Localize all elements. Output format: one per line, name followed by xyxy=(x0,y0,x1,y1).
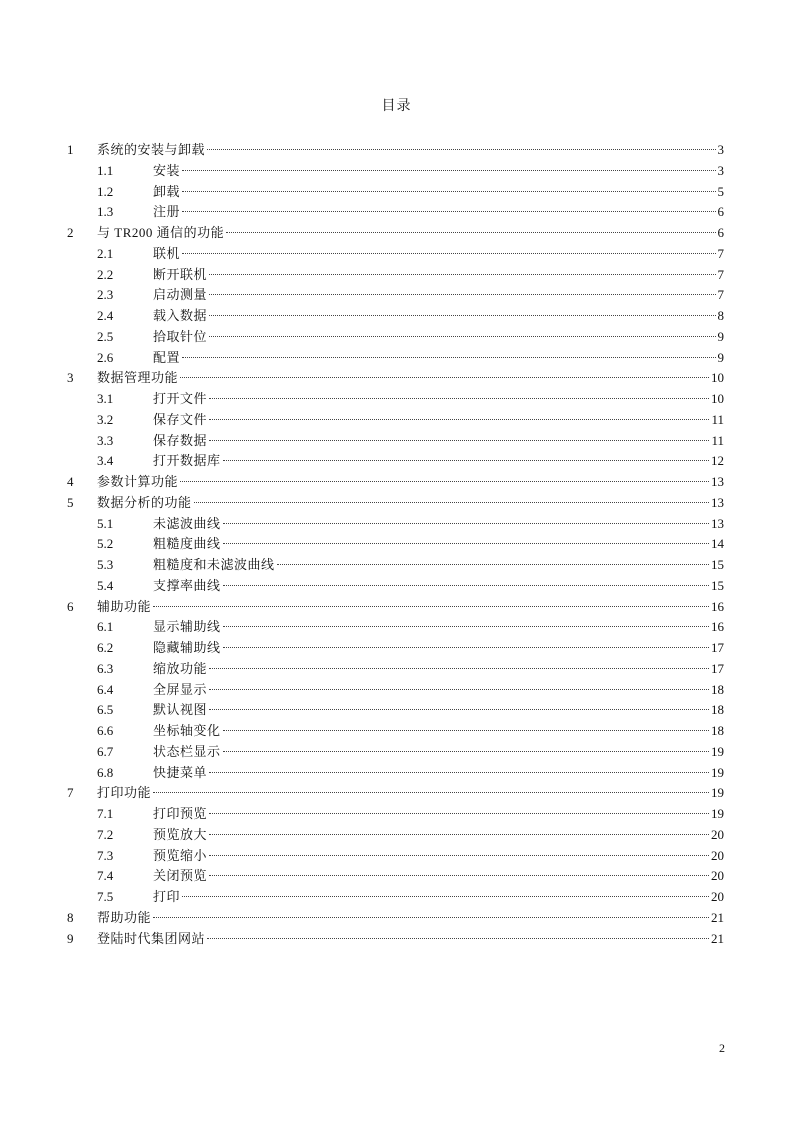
toc-dot-leader xyxy=(277,564,709,565)
toc-entry-page: 3 xyxy=(717,142,724,157)
toc-dot-leader xyxy=(209,709,709,710)
toc-entry-page: 19 xyxy=(711,806,724,821)
toc-section-entry[interactable] xyxy=(67,866,724,887)
toc-entry-number: 7.1 xyxy=(97,806,114,821)
toc-section-entry[interactable] xyxy=(67,721,724,742)
toc-entry-number: 1 xyxy=(67,142,74,157)
toc-entry-page: 19 xyxy=(711,785,724,801)
toc-entry-page: 21 xyxy=(711,930,724,946)
toc-entry-number: 1.1 xyxy=(97,162,114,178)
toc-section-entry[interactable] xyxy=(67,846,724,867)
toc-dot-leader xyxy=(207,938,709,939)
toc-entry-label: 与 TR200 通信的功能 xyxy=(97,225,225,240)
toc-entry-label: 数据分析的功能 xyxy=(97,494,192,510)
toc-entry-number: 1.3 xyxy=(97,204,114,220)
toc-chapter-entry[interactable] xyxy=(67,472,724,493)
toc-section-entry[interactable] xyxy=(67,825,724,846)
toc-entry-label: 打开文件 xyxy=(153,391,208,406)
toc-entry-label: 未滤波曲线 xyxy=(153,515,221,531)
toc-entry-number: 6.4 xyxy=(97,681,114,697)
toc-entry-number: 6.1 xyxy=(97,619,114,635)
toc-dot-leader xyxy=(223,626,709,627)
toc-dot-leader xyxy=(209,668,709,669)
toc-chapter-entry[interactable] xyxy=(67,929,724,950)
toc-entry-page: 11 xyxy=(711,411,724,427)
toc-dot-leader xyxy=(209,813,709,814)
toc-entry-label: 全屏显示 xyxy=(153,681,208,697)
toc-entry-page: 6 xyxy=(717,225,724,240)
toc-dot-leader xyxy=(182,253,715,254)
page-number: 2 xyxy=(719,1041,725,1055)
toc-section-entry[interactable] xyxy=(67,617,724,638)
toc-dot-leader xyxy=(209,398,709,399)
toc-dot-leader xyxy=(226,232,715,233)
toc-entry-page: 3 xyxy=(717,162,724,178)
toc-entry-page: 20 xyxy=(711,826,724,842)
toc-entry-page: 17 xyxy=(711,640,724,655)
toc-entry-label: 帮助功能 xyxy=(97,909,152,925)
toc-entry-label: 显示辅助线 xyxy=(153,619,221,635)
toc-entry-page: 16 xyxy=(711,619,724,635)
toc-entry-number: 2.3 xyxy=(97,287,114,303)
toc-entry-label: 打印预览 xyxy=(153,806,208,821)
toc-section-entry[interactable] xyxy=(67,534,724,555)
table-of-contents xyxy=(67,140,724,949)
toc-entry-number: 3 xyxy=(67,370,74,386)
toc-dot-leader xyxy=(182,170,715,171)
toc-entry-number: 2.2 xyxy=(97,266,114,282)
toc-entry-number: 4 xyxy=(67,474,74,489)
toc-entry-label: 预览缩小 xyxy=(153,847,208,863)
toc-section-entry[interactable] xyxy=(67,244,724,265)
toc-entry-label: 状态栏显示 xyxy=(153,743,221,759)
toc-entry-label: 保存数据 xyxy=(153,432,208,448)
toc-dot-leader xyxy=(180,377,709,378)
toc-entry-label: 登陆时代集团网站 xyxy=(97,930,206,946)
toc-section-entry[interactable] xyxy=(67,638,724,659)
toc-section-entry[interactable] xyxy=(67,742,724,763)
toc-entry-label: 支撑率曲线 xyxy=(153,577,221,593)
toc-entry-number: 5.4 xyxy=(97,577,114,593)
toc-entry-label: 粗糙度曲线 xyxy=(153,536,221,552)
toc-section-entry[interactable] xyxy=(67,763,724,784)
toc-section-entry[interactable] xyxy=(67,659,724,680)
toc-dot-leader xyxy=(209,336,715,337)
toc-entry-label: 辅助功能 xyxy=(97,598,152,614)
toc-chapter-entry[interactable] xyxy=(67,493,724,514)
toc-entry-number: 6.7 xyxy=(97,743,114,759)
toc-entry-page: 13 xyxy=(711,494,724,510)
toc-entry-number: 9 xyxy=(67,930,74,946)
toc-entry-number: 2.4 xyxy=(97,308,114,323)
toc-section-entry[interactable] xyxy=(67,804,724,825)
toc-dot-leader xyxy=(182,896,709,897)
toc-entry-label: 关闭预览 xyxy=(153,868,208,884)
toc-entry-label: 默认视图 xyxy=(153,702,208,718)
toc-entry-number: 2.5 xyxy=(97,328,114,344)
toc-entry-label: 坐标轴变化 xyxy=(153,723,221,738)
toc-dot-leader xyxy=(209,855,709,856)
toc-entry-label: 注册 xyxy=(153,204,181,220)
toc-dot-leader xyxy=(153,792,709,793)
toc-entry-number: 5.3 xyxy=(97,557,114,572)
toc-dot-leader xyxy=(207,149,715,150)
toc-dot-leader xyxy=(223,730,709,731)
toc-entry-page: 16 xyxy=(711,598,724,614)
toc-entry-page: 21 xyxy=(711,909,724,925)
toc-entry-label: 联机 xyxy=(153,245,181,261)
toc-chapter-entry[interactable] xyxy=(67,783,724,804)
toc-dot-leader xyxy=(209,440,709,441)
toc-dot-leader xyxy=(153,917,709,918)
toc-entry-page: 7 xyxy=(717,245,724,261)
toc-section-entry[interactable] xyxy=(67,410,724,431)
toc-entry-page: 9 xyxy=(717,349,724,365)
toc-dot-leader xyxy=(209,315,715,316)
toc-entry-page: 7 xyxy=(717,266,724,282)
toc-entry-number: 1.2 xyxy=(97,183,114,199)
toc-entry-page: 20 xyxy=(711,868,724,884)
toc-entry-page: 15 xyxy=(711,557,724,572)
toc-entry-page: 7 xyxy=(717,287,724,303)
toc-entry-number: 6.5 xyxy=(97,702,114,718)
toc-section-entry[interactable] xyxy=(67,327,724,348)
toc-entry-label: 载入数据 xyxy=(153,308,208,323)
toc-entry-page: 12 xyxy=(711,453,724,469)
toc-entry-label: 系统的安装与卸载 xyxy=(97,142,206,157)
toc-entry-label: 打印功能 xyxy=(97,785,152,801)
toc-section-entry[interactable] xyxy=(67,161,724,182)
toc-section-entry[interactable] xyxy=(67,202,724,223)
toc-dot-leader xyxy=(223,647,709,648)
toc-entry-number: 7.4 xyxy=(97,868,114,884)
toc-dot-leader xyxy=(182,191,715,192)
toc-entry-page: 11 xyxy=(711,432,724,448)
toc-entry-label: 打印 xyxy=(153,889,181,904)
toc-section-entry[interactable] xyxy=(67,680,724,701)
toc-entry-page: 14 xyxy=(711,536,724,552)
toc-entry-label: 参数计算功能 xyxy=(97,474,179,489)
toc-dot-leader xyxy=(223,751,709,752)
toc-entry-page: 20 xyxy=(711,847,724,863)
toc-entry-page: 19 xyxy=(711,743,724,759)
toc-entry-label: 卸载 xyxy=(153,183,181,199)
toc-entry-number: 7.3 xyxy=(97,847,114,863)
toc-entry-number: 6 xyxy=(67,598,74,614)
toc-entry-page: 13 xyxy=(711,474,724,489)
toc-entry-number: 6.6 xyxy=(97,723,114,738)
toc-dot-leader xyxy=(223,543,709,544)
toc-entry-page: 9 xyxy=(717,328,724,344)
toc-entry-label: 隐藏辅助线 xyxy=(153,640,221,655)
toc-entry-label: 快捷菜单 xyxy=(153,764,208,780)
toc-entry-page: 20 xyxy=(711,889,724,904)
toc-entry-page: 10 xyxy=(711,370,724,386)
toc-entry-number: 3.1 xyxy=(97,391,114,406)
toc-entry-label: 拾取针位 xyxy=(153,328,208,344)
toc-entry-label: 粗糙度和未滤波曲线 xyxy=(153,557,275,572)
toc-entry-number: 5 xyxy=(67,494,74,510)
toc-dot-leader xyxy=(209,294,715,295)
toc-section-entry[interactable] xyxy=(67,348,724,369)
toc-section-entry[interactable] xyxy=(67,265,724,286)
toc-dot-leader xyxy=(209,419,709,420)
toc-dot-leader xyxy=(209,834,709,835)
toc-entry-page: 6 xyxy=(717,204,724,220)
toc-section-entry[interactable] xyxy=(67,389,724,410)
toc-entry-number: 3.2 xyxy=(97,411,114,427)
toc-entry-label: 打开数据库 xyxy=(153,453,221,469)
toc-entry-page: 17 xyxy=(711,660,724,676)
toc-entry-number: 6.8 xyxy=(97,764,114,780)
toc-entry-label: 断开联机 xyxy=(153,266,208,282)
toc-entry-number: 3.3 xyxy=(97,432,114,448)
toc-section-entry[interactable] xyxy=(67,576,724,597)
toc-section-entry[interactable] xyxy=(67,451,724,472)
toc-section-entry[interactable] xyxy=(67,431,724,452)
toc-section-entry[interactable] xyxy=(67,555,724,576)
toc-entry-page: 13 xyxy=(711,515,724,531)
toc-chapter-entry[interactable] xyxy=(67,223,724,244)
toc-entry-number: 5.2 xyxy=(97,536,114,552)
toc-dot-leader xyxy=(194,502,709,503)
toc-entry-number: 7.2 xyxy=(97,826,114,842)
toc-section-entry[interactable] xyxy=(67,887,724,908)
toc-dot-leader xyxy=(209,875,709,876)
toc-dot-leader xyxy=(209,274,715,275)
toc-entry-number: 5.1 xyxy=(97,515,114,531)
toc-dot-leader xyxy=(182,357,715,358)
toc-entry-label: 数据管理功能 xyxy=(97,370,179,386)
toc-entry-page: 5 xyxy=(717,183,724,199)
toc-dot-leader xyxy=(209,689,709,690)
toc-entry-page: 10 xyxy=(711,391,724,406)
toc-section-entry[interactable] xyxy=(67,182,724,203)
toc-entry-number: 8 xyxy=(67,909,74,925)
toc-dot-leader xyxy=(153,606,709,607)
toc-dot-leader xyxy=(223,585,709,586)
toc-dot-leader xyxy=(209,772,709,773)
toc-entry-page: 8 xyxy=(717,308,724,323)
toc-entry-number: 6.3 xyxy=(97,660,114,676)
toc-entry-label: 保存文件 xyxy=(153,411,208,427)
toc-entry-number: 2 xyxy=(67,225,74,240)
toc-chapter-entry[interactable] xyxy=(67,140,724,161)
toc-section-entry[interactable] xyxy=(67,514,724,535)
toc-entry-number: 6.2 xyxy=(97,640,114,655)
toc-dot-leader xyxy=(180,481,709,482)
toc-section-entry[interactable] xyxy=(67,285,724,306)
toc-entry-label: 缩放功能 xyxy=(153,660,208,676)
toc-entry-number: 7.5 xyxy=(97,889,114,904)
toc-entry-label: 安装 xyxy=(153,162,181,178)
toc-chapter-entry[interactable] xyxy=(67,597,724,618)
toc-dot-leader xyxy=(223,460,709,461)
toc-section-entry[interactable] xyxy=(67,700,724,721)
toc-entry-page: 18 xyxy=(711,702,724,718)
toc-chapter-entry[interactable] xyxy=(67,368,724,389)
toc-entry-label: 启动测量 xyxy=(153,287,208,303)
toc-chapter-entry[interactable] xyxy=(67,908,724,929)
toc-entry-label: 配置 xyxy=(153,349,181,365)
toc-entry-number: 7 xyxy=(67,785,74,801)
toc-dot-leader xyxy=(223,523,709,524)
page-title: 目录 xyxy=(381,99,412,114)
toc-entry-number: 2.6 xyxy=(97,349,114,365)
toc-entry-number: 2.1 xyxy=(97,245,114,261)
toc-dot-leader xyxy=(182,211,715,212)
toc-entry-page: 19 xyxy=(711,764,724,780)
toc-entry-page: 18 xyxy=(711,681,724,697)
toc-entry-page: 18 xyxy=(711,723,724,738)
toc-entry-number: 3.4 xyxy=(97,453,114,469)
toc-entry-page: 15 xyxy=(711,577,724,593)
toc-entry-label: 预览放大 xyxy=(153,826,208,842)
toc-section-entry[interactable] xyxy=(67,306,724,327)
